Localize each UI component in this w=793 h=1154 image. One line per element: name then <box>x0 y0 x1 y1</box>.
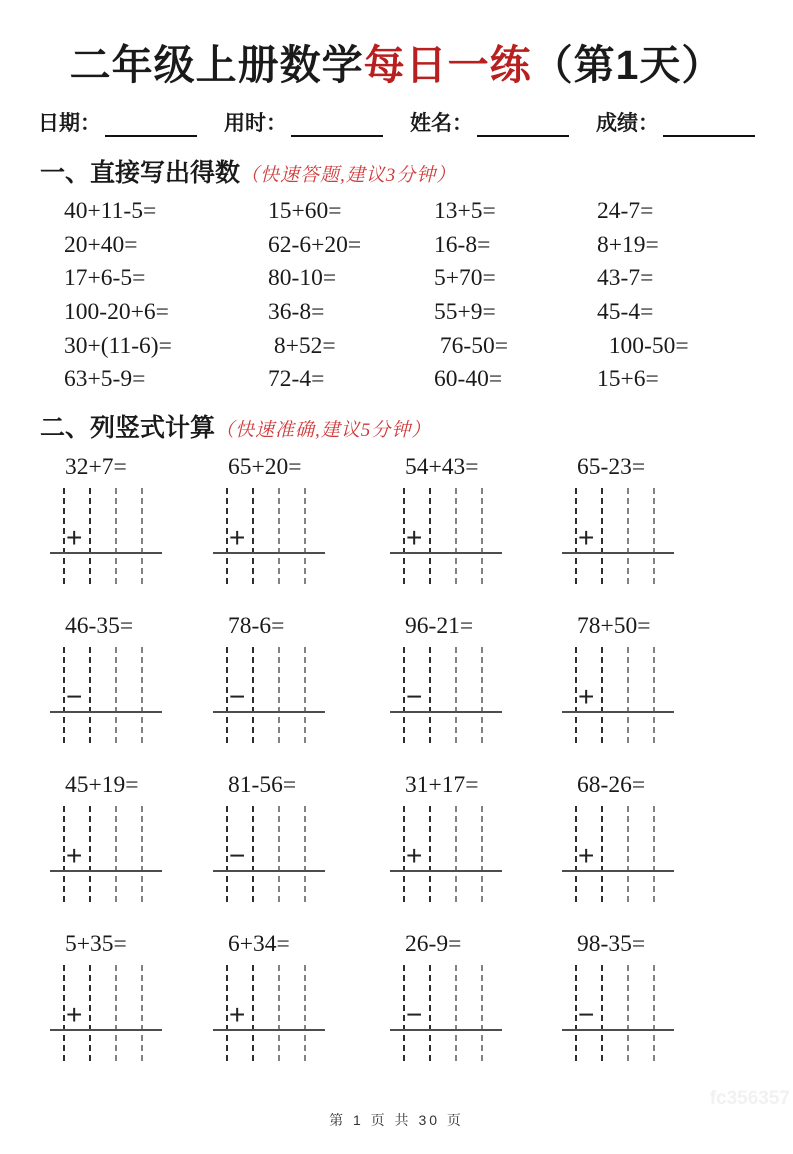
info-field-label: 成绩： <box>596 112 659 135</box>
vertical-calc-template <box>218 806 326 902</box>
column-guide-line <box>455 806 457 902</box>
column-guide-line <box>63 647 65 743</box>
vertical-calc-template <box>395 488 503 584</box>
oral-problem: 76-50= <box>434 332 508 359</box>
vertical-problem-label: 96-21= <box>405 613 474 640</box>
operator-sign: − <box>229 840 246 872</box>
vertical-problem-label: 68-26= <box>577 772 646 799</box>
vertical-calc-template <box>218 488 326 584</box>
section1-heading-text: 一、直接写出得数 <box>40 159 241 187</box>
vertical-calc-template <box>567 488 675 584</box>
section2-heading-text: 二、列竖式计算 <box>40 414 216 443</box>
column-guide-line <box>601 488 603 584</box>
vertical-problem <box>55 611 218 743</box>
operator-sign: + <box>406 840 423 872</box>
oral-problem: 80-10= <box>268 265 337 292</box>
operator-sign: + <box>66 840 83 872</box>
section2-heading <box>40 408 763 444</box>
oral-problem: 100-20+6= <box>64 299 169 326</box>
oral-problem: 63+5-9= <box>64 366 146 393</box>
vertical-calc-template <box>218 647 326 743</box>
operator-sign: + <box>406 522 423 554</box>
vertical-problem-label: 65+20= <box>228 454 302 481</box>
column-guide-line <box>627 647 629 743</box>
column-guide-line <box>226 965 228 1061</box>
vertical-problem-label: 26-9= <box>405 931 462 958</box>
column-guide-line <box>304 965 306 1061</box>
vertical-calc-template <box>395 647 503 743</box>
page-title-red: 每日一练 <box>363 42 532 88</box>
info-field-3 <box>596 107 755 137</box>
column-guide-line <box>429 647 431 743</box>
column-guide-line <box>403 488 405 584</box>
info-field-blank <box>477 113 569 137</box>
column-guide-line <box>627 806 629 902</box>
info-field-label: 姓名： <box>410 112 473 135</box>
vertical-problem-label: 78-6= <box>228 613 285 640</box>
answer-line <box>50 552 162 554</box>
vertical-calc-template <box>395 965 503 1061</box>
oral-problem: 55+9= <box>434 299 496 326</box>
oral-problem: 62-6+20= <box>268 231 362 258</box>
oral-problem: 36-8= <box>268 299 325 326</box>
info-field-blank <box>663 113 755 137</box>
column-guide-line <box>403 965 405 1061</box>
oral-problem: 15+60= <box>268 198 342 224</box>
oral-problem: 40+11-5= <box>64 198 157 224</box>
vertical-problem-label: 98-35= <box>577 931 646 958</box>
info-field-0 <box>38 107 197 137</box>
column-guide-line <box>627 965 629 1061</box>
vertical-problem-label: 5+35= <box>65 931 127 958</box>
info-field-blank <box>105 113 197 137</box>
column-guide-line <box>89 806 91 902</box>
vertical-calc-template <box>218 965 326 1061</box>
vertical-problem <box>395 770 567 902</box>
answer-line <box>562 1029 674 1031</box>
vertical-calc-template <box>395 806 503 902</box>
operator-sign: − <box>406 999 423 1031</box>
column-guide-line <box>455 647 457 743</box>
info-field-label: 用时： <box>224 112 287 135</box>
vertical-problem <box>567 611 765 743</box>
page-title-suffix: （第1天） <box>531 42 724 88</box>
oral-problem: 16-8= <box>434 231 491 258</box>
column-guide-line <box>429 965 431 1061</box>
column-guide-line <box>226 488 228 584</box>
vertical-calc-template <box>567 806 675 902</box>
vertical-problem <box>55 929 218 1061</box>
answer-line <box>213 870 325 872</box>
column-guide-line <box>89 965 91 1061</box>
vertical-problem <box>395 929 567 1061</box>
oral-problem: 43-7= <box>597 265 654 292</box>
info-field-blank <box>291 113 383 137</box>
vertical-problem-label: 45+19= <box>65 772 139 799</box>
column-guide-line <box>89 488 91 584</box>
oral-problem: 20+40= <box>64 231 138 258</box>
column-guide-line <box>429 488 431 584</box>
info-field-1 <box>224 107 383 137</box>
column-guide-line <box>481 806 483 902</box>
column-guide-line <box>252 647 254 743</box>
oral-problems-grid <box>64 199 753 392</box>
column-guide-line <box>252 965 254 1061</box>
oral-problem: 13+5= <box>434 198 496 224</box>
column-guide-line <box>141 965 143 1061</box>
column-guide-line <box>455 488 457 584</box>
oral-problem: 15+6= <box>597 366 659 393</box>
answer-line <box>50 870 162 872</box>
info-field-label: 日期： <box>38 112 101 135</box>
watermark: fc356357 <box>709 1088 790 1109</box>
vertical-calc-template <box>55 806 163 902</box>
answer-line <box>390 870 502 872</box>
column-guide-line <box>278 965 280 1061</box>
column-guide-line <box>115 965 117 1061</box>
operator-sign: − <box>66 681 83 713</box>
column-guide-line <box>601 965 603 1061</box>
column-guide-line <box>653 965 655 1061</box>
vertical-problem-label: 81-56= <box>228 772 297 799</box>
column-guide-line <box>226 647 228 743</box>
vertical-problem-label: 32+7= <box>65 454 127 481</box>
vertical-problem <box>218 611 395 743</box>
operator-sign: + <box>66 522 83 554</box>
column-guide-line <box>141 806 143 902</box>
column-guide-line <box>575 647 577 743</box>
vertical-problem-label: 65-23= <box>577 454 646 481</box>
vertical-problem <box>395 452 567 584</box>
answer-line <box>390 1029 502 1031</box>
vertical-problem-label: 46-35= <box>65 613 134 640</box>
answer-line <box>390 711 502 713</box>
column-guide-line <box>481 647 483 743</box>
column-guide-line <box>141 488 143 584</box>
answer-line <box>50 711 162 713</box>
vertical-calc-template <box>567 647 675 743</box>
column-guide-line <box>429 806 431 902</box>
column-guide-line <box>575 965 577 1061</box>
column-guide-line <box>304 806 306 902</box>
operator-sign: + <box>578 840 595 872</box>
vertical-problem-label: 31+17= <box>405 772 479 799</box>
answer-line <box>50 1029 162 1031</box>
column-guide-line <box>278 806 280 902</box>
oral-problem: 8+52= <box>268 332 336 359</box>
answer-line <box>213 1029 325 1031</box>
vertical-problem-label: 6+34= <box>228 931 290 958</box>
vertical-problem <box>218 452 395 584</box>
column-guide-line <box>653 488 655 584</box>
oral-problem: 24-7= <box>597 198 654 224</box>
operator-sign: + <box>229 999 246 1031</box>
operator-sign: − <box>578 999 595 1031</box>
column-guide-line <box>304 488 306 584</box>
operator-sign: + <box>229 522 246 554</box>
column-guide-line <box>278 647 280 743</box>
vertical-calc-template <box>55 965 163 1061</box>
column-guide-line <box>63 806 65 902</box>
vertical-problem <box>395 611 567 743</box>
column-guide-line <box>653 647 655 743</box>
vertical-calc-template <box>55 488 163 584</box>
column-guide-line <box>601 806 603 902</box>
vertical-calc-template <box>567 965 675 1061</box>
oral-problem: 17+6-5= <box>64 265 146 292</box>
column-guide-line <box>252 806 254 902</box>
column-guide-line <box>403 647 405 743</box>
vertical-problem <box>218 770 395 902</box>
column-guide-line <box>89 647 91 743</box>
oral-problem: 45-4= <box>597 299 654 326</box>
column-guide-line <box>115 488 117 584</box>
column-guide-line <box>481 965 483 1061</box>
vertical-problem <box>218 929 395 1061</box>
column-guide-line <box>63 965 65 1061</box>
vertical-problem-label: 54+43= <box>405 454 479 481</box>
answer-line <box>562 870 674 872</box>
column-guide-line <box>601 647 603 743</box>
column-guide-line <box>63 488 65 584</box>
section1-heading <box>40 153 763 189</box>
operator-sign: + <box>578 681 595 713</box>
column-guide-line <box>627 488 629 584</box>
page-title <box>28 32 765 91</box>
column-guide-line <box>141 647 143 743</box>
vertical-problem <box>55 452 218 584</box>
column-guide-line <box>403 806 405 902</box>
page-title-black: 二年级上册数学 <box>69 42 364 88</box>
answer-line <box>390 552 502 554</box>
vertical-problem <box>567 929 765 1061</box>
column-guide-line <box>575 806 577 902</box>
vertical-problem <box>567 770 765 902</box>
column-guide-line <box>304 647 306 743</box>
oral-problem: 5+70= <box>434 265 496 292</box>
oral-problem: 8+19= <box>597 231 659 258</box>
vertical-problem <box>567 452 765 584</box>
operator-sign: + <box>578 522 595 554</box>
operator-sign: − <box>229 681 246 713</box>
column-guide-line <box>226 806 228 902</box>
answer-line <box>213 711 325 713</box>
vertical-problem-label: 78+50= <box>577 613 651 640</box>
section2-note: （快速准确,建议5分钟） <box>215 420 432 442</box>
oral-problem: 60-40= <box>434 366 503 393</box>
vertical-calc-template <box>55 647 163 743</box>
vertical-problem <box>55 770 218 902</box>
operator-sign: − <box>406 681 423 713</box>
section1-note: （快速答题,建议3分钟） <box>240 165 457 186</box>
page-number: 第 1 页 共 30 页 <box>329 1112 464 1128</box>
info-row <box>38 107 755 137</box>
column-guide-line <box>653 806 655 902</box>
answer-line <box>562 711 674 713</box>
column-guide-line <box>252 488 254 584</box>
column-guide-line <box>278 488 280 584</box>
column-guide-line <box>481 488 483 584</box>
vertical-problems-grid <box>55 452 765 1061</box>
answer-line <box>213 552 325 554</box>
operator-sign: + <box>66 999 83 1031</box>
oral-problem: 30+(11-6)= <box>64 332 172 359</box>
oral-problem: 72-4= <box>268 366 325 393</box>
column-guide-line <box>115 647 117 743</box>
info-field-2 <box>410 107 569 137</box>
column-guide-line <box>575 488 577 584</box>
oral-problem: 100-50= <box>597 332 689 359</box>
column-guide-line <box>115 806 117 902</box>
column-guide-line <box>455 965 457 1061</box>
answer-line <box>562 552 674 554</box>
